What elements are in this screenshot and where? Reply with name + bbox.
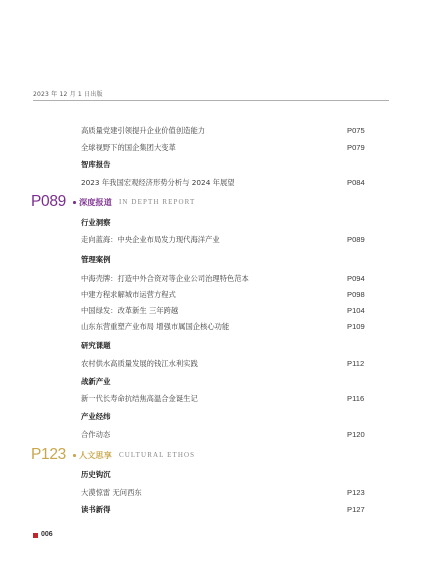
entry-title: 走向蓝海：中央企业布局发力现代海洋产业 (81, 235, 220, 244)
subsection-heading-yanjiu: 研究课题 (81, 341, 111, 350)
page-marker-square (33, 533, 38, 538)
entry-page: P120 (347, 430, 365, 439)
entry-title: 高质量党建引领提升企业价值创造能力 (81, 126, 206, 135)
subsection-heading-hangye: 行业洞察 (81, 218, 111, 227)
toc-entry[interactable] (81, 504, 371, 516)
entry-title: 大漠惊雷 无问西东 (81, 488, 142, 497)
entry-page: P109 (347, 322, 365, 331)
entry-page: P116 (347, 394, 365, 403)
section-heading-cultural-ethos[interactable] (31, 443, 351, 467)
toc-entry[interactable] (81, 125, 371, 137)
subsection-heading-guanli: 管理案例 (81, 255, 111, 264)
bullet-dot-icon (73, 201, 76, 204)
section-title-english: CULTURAL ETHOS (119, 451, 196, 459)
toc-entry[interactable] (81, 393, 371, 405)
toc-entry[interactable] (81, 358, 371, 370)
toc-entry[interactable] (81, 142, 371, 154)
page-number: 006 (41, 531, 53, 538)
toc-entry[interactable] (81, 289, 371, 301)
entry-page: P075 (347, 126, 365, 135)
entry-page: P094 (347, 274, 365, 283)
toc-entry[interactable] (81, 273, 371, 285)
section-heading-in-depth-report[interactable] (31, 190, 351, 214)
subsection-heading-zhanchanye: 战新产业 (81, 377, 111, 386)
entry-title: 中海壳牌：打造中外合资对等企业公司治理特色范本 (81, 274, 249, 283)
toc-entry[interactable] (81, 321, 371, 333)
toc-entry[interactable] (81, 429, 371, 441)
subsection-heading-lishi: 历史钩沉 (81, 470, 111, 479)
entry-page: P098 (347, 290, 365, 299)
entry-page: P104 (347, 306, 365, 315)
toc-entry[interactable] (81, 234, 371, 246)
toc-entry[interactable] (81, 177, 371, 189)
entry-title: 2023 年我国宏观经济形势分析与 2024 年展望 (81, 178, 235, 187)
section-title: 深度报道 (79, 197, 112, 207)
entry-title: 中建方程求解城市运营方程式 (81, 290, 176, 299)
entry-title: 山东东营重塑产业布局 增强市属国企核心功能 (81, 322, 230, 331)
entry-title: 农村供水高质量发展的钱江水利实践 (81, 359, 198, 368)
entry-title: 新一代长寿命抗结焦高温合金诞生记 (81, 394, 198, 403)
entry-page: P112 (347, 359, 365, 368)
entry-title: 合作动态 (81, 430, 111, 439)
section-page-number: P123 (31, 446, 66, 463)
entry-title: 中国绿发：改革新生 三年跨越 (81, 306, 179, 315)
subsection-heading-zhiku: 智库报告 (81, 160, 111, 169)
entry-page: P127 (347, 505, 365, 514)
toc-entry[interactable] (81, 305, 371, 317)
entry-page: P089 (347, 235, 365, 244)
entry-page: P123 (347, 488, 365, 497)
section-title: 人文思享 (79, 450, 112, 460)
entry-title: 全球视野下的国企集团大变革 (81, 143, 176, 152)
subsection-heading-chanye: 产业经纬 (81, 412, 111, 421)
subsection-heading-dushu: 读书新得 (81, 505, 111, 514)
section-page-number: P089 (31, 193, 66, 210)
bullet-dot-icon (73, 454, 76, 457)
entry-page: P084 (347, 178, 365, 187)
entry-page: P079 (347, 143, 365, 152)
publication-date: 2023 年 12 月 1 日出版 (33, 91, 103, 98)
toc-entry[interactable] (81, 487, 371, 499)
section-title-english: IN DEPTH REPORT (119, 198, 196, 206)
